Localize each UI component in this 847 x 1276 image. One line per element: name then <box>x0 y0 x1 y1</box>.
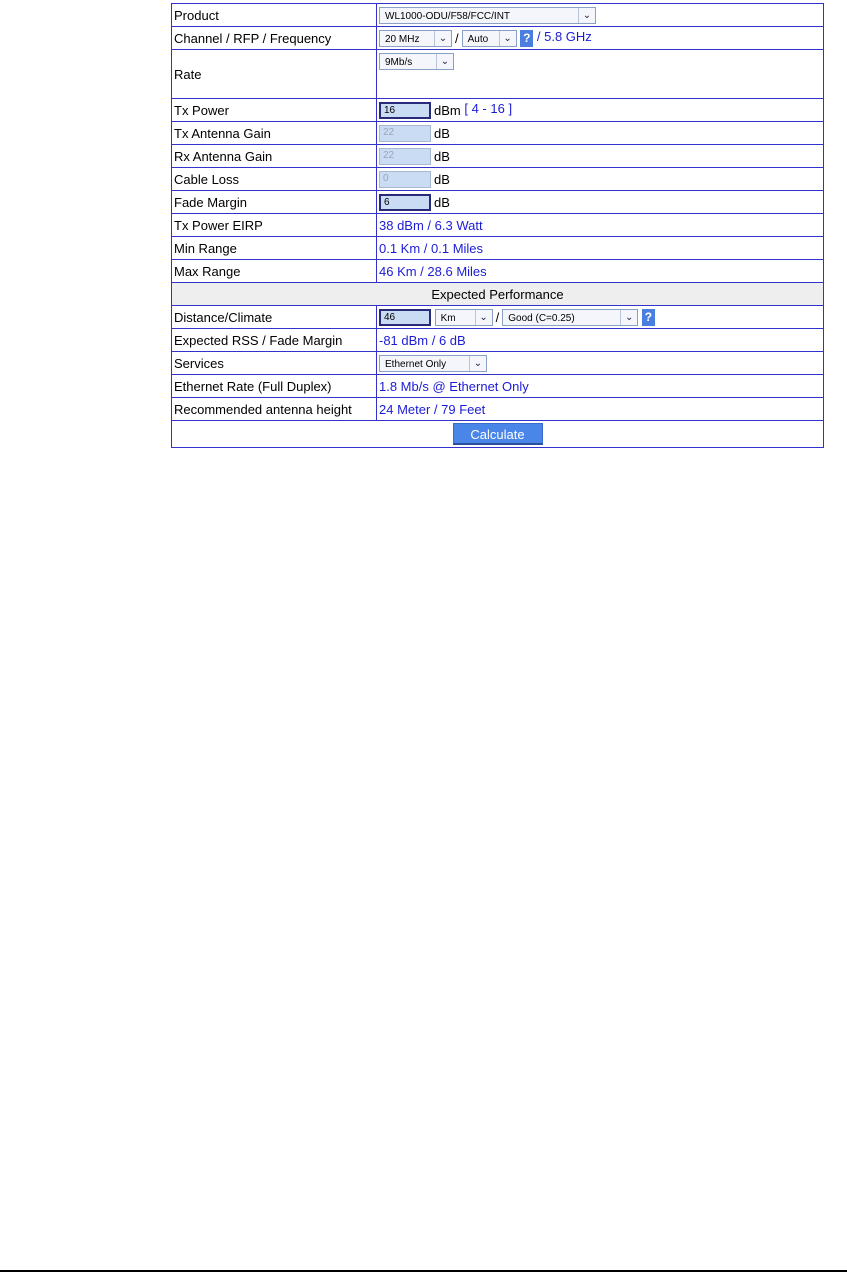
min-range-value: 0.1 Km / 0.1 Miles <box>377 237 824 260</box>
tx-gain-unit: dB <box>434 125 450 141</box>
cable-loss-label: Cable Loss <box>172 168 377 191</box>
product-select-value: WL1000-ODU/F58/FCC/INT <box>385 10 511 22</box>
row-rss <box>172 329 824 352</box>
climate-select-value: Good (C=0.25) <box>508 312 575 324</box>
distance-unit-select[interactable] <box>435 309 493 326</box>
cable-loss-unit: dB <box>434 171 450 187</box>
frequency-value: / 5.8 GHz <box>536 29 592 45</box>
link-budget-table <box>171 3 824 448</box>
row-fade-margin <box>172 191 824 214</box>
row-channel <box>172 27 824 50</box>
fade-margin-label: Fade Margin <box>172 191 377 214</box>
product-select[interactable] <box>379 7 596 24</box>
chevron-down-icon: ⌄ <box>499 31 516 46</box>
cable-loss-input[interactable]: 0 <box>379 171 431 188</box>
distance-unit-value: Km <box>440 312 456 324</box>
chevron-down-icon: ⌄ <box>469 356 486 371</box>
antenna-height-value: 24 Meter / 79 Feet <box>377 398 824 421</box>
rx-gain-input[interactable]: 22 <box>379 148 431 165</box>
product-label: Product <box>172 4 377 27</box>
row-rate <box>172 50 824 99</box>
row-product <box>172 4 824 27</box>
help-icon[interactable]: ? <box>642 309 655 326</box>
channel-separator: / <box>455 30 459 46</box>
rss-value: -81 dBm / 6 dB <box>377 329 824 352</box>
rfp-select[interactable] <box>462 30 517 47</box>
max-range-label: Max Range <box>172 260 377 283</box>
eirp-label: Tx Power EIRP <box>172 214 377 237</box>
distance-separator: / <box>495 309 500 325</box>
tx-gain-label: Tx Antenna Gain <box>172 122 377 145</box>
eth-rate-label: Ethernet Rate (Full Duplex) <box>172 375 377 398</box>
rate-select[interactable] <box>379 53 454 70</box>
tx-gain-input[interactable]: 22 <box>379 125 431 142</box>
services-select[interactable] <box>379 355 487 372</box>
row-rx-gain <box>172 145 824 168</box>
chevron-down-icon: ⌄ <box>620 310 637 325</box>
max-range-value: 46 Km / 28.6 Miles <box>377 260 824 283</box>
row-tx-power <box>172 99 824 122</box>
tx-power-label: Tx Power <box>172 99 377 122</box>
calculate-button[interactable]: Calculate <box>453 423 543 445</box>
row-services <box>172 352 824 375</box>
bandwidth-select[interactable] <box>379 30 452 47</box>
row-max-range <box>172 260 824 283</box>
antenna-height-label: Recommended antenna height <box>172 398 377 421</box>
distance-input[interactable]: 46 <box>379 309 431 326</box>
min-range-label: Min Range <box>172 237 377 260</box>
row-antenna-height <box>172 398 824 421</box>
row-eirp <box>172 214 824 237</box>
chevron-down-icon: ⌄ <box>475 310 492 325</box>
row-min-range <box>172 237 824 260</box>
row-tx-gain <box>172 122 824 145</box>
chevron-down-icon: ⌄ <box>436 54 453 69</box>
row-cable-loss <box>172 168 824 191</box>
distance-label: Distance/Climate <box>172 306 377 329</box>
row-eth-rate <box>172 375 824 398</box>
rx-gain-unit: dB <box>434 148 450 164</box>
services-label: Services <box>172 352 377 375</box>
tx-power-input[interactable]: 16 <box>379 102 431 119</box>
eirp-value: 38 dBm / 6.3 Watt <box>377 214 824 237</box>
bandwidth-select-value: 20 MHz <box>385 33 420 45</box>
section-header <box>172 283 824 306</box>
rate-select-value: 9Mb/s <box>385 57 413 69</box>
row-calculate <box>172 421 824 448</box>
footer-rule <box>0 1270 847 1272</box>
fade-margin-unit: dB <box>434 194 450 210</box>
row-distance <box>172 306 824 329</box>
rfp-select-value: Auto <box>467 33 489 45</box>
tx-power-unit: dBm <box>434 102 461 118</box>
tx-power-range: [ 4 - 16 ] <box>464 101 513 117</box>
chevron-down-icon: ⌄ <box>578 8 595 23</box>
chevron-down-icon: ⌄ <box>434 31 451 46</box>
section-title: Expected Performance <box>172 283 824 306</box>
channel-label: Channel / RFP / Frequency <box>172 27 377 50</box>
rx-gain-label: Rx Antenna Gain <box>172 145 377 168</box>
eth-rate-value: 1.8 Mb/s @ Ethernet Only <box>377 375 824 398</box>
climate-select[interactable] <box>502 309 638 326</box>
fade-margin-input[interactable]: 6 <box>379 194 431 211</box>
rss-label: Expected RSS / Fade Margin <box>172 329 377 352</box>
rate-label: Rate <box>172 50 377 99</box>
services-select-value: Ethernet Only <box>385 358 447 370</box>
help-icon[interactable]: ? <box>520 30 533 47</box>
